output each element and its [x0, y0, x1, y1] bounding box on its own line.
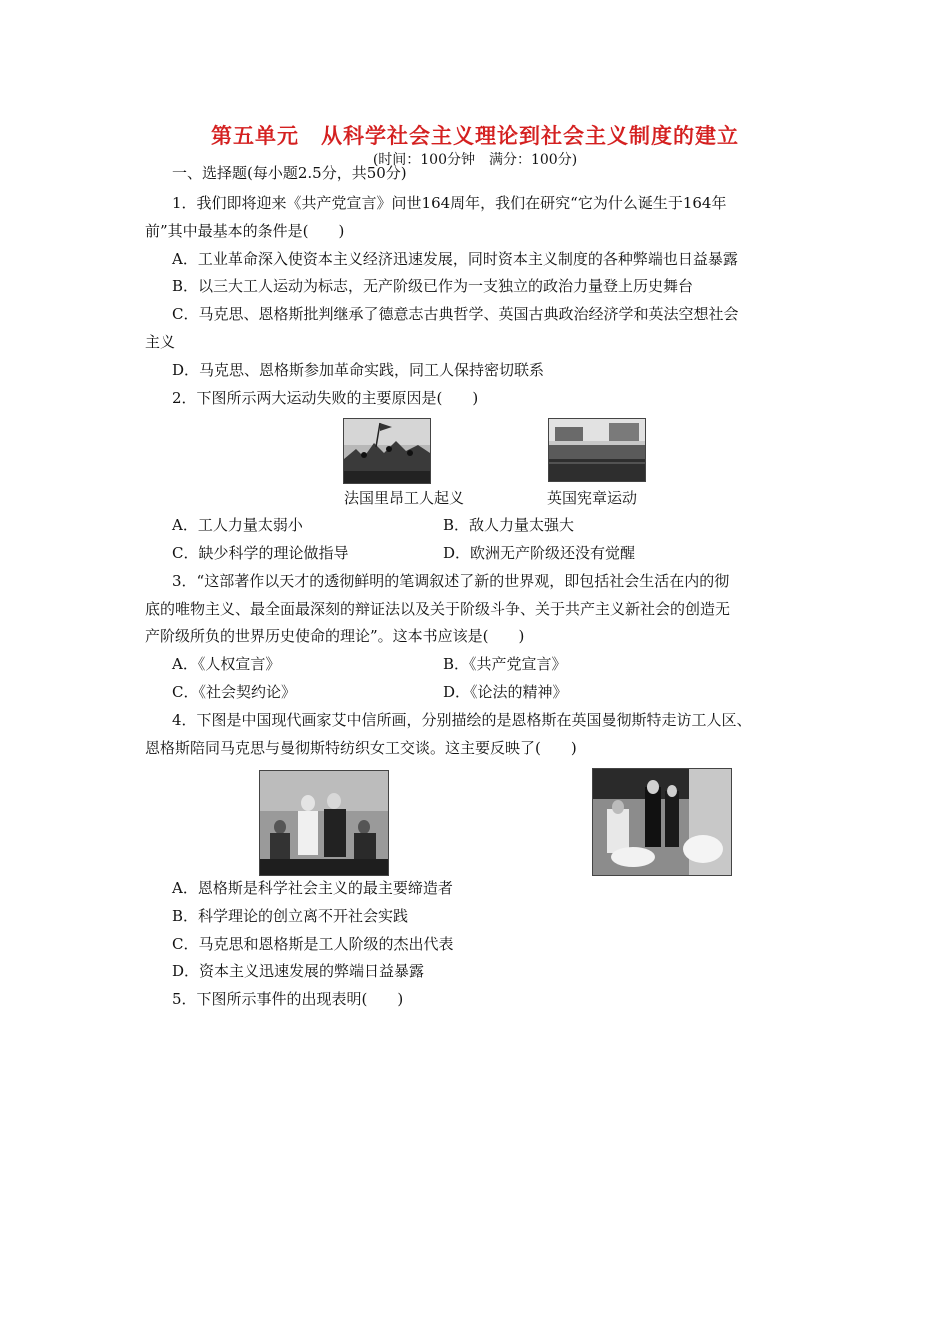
- q1-option-b: B．以三大工人运动为标志，无产阶级已作为一支独立的政治力量登上历史舞台: [172, 277, 694, 295]
- q4-option-d: D．资本主义迅速发展的弊端日益暴露: [172, 962, 425, 980]
- q1-option-a: A．工业革命深入使资本主义经济迅速发展，同时资本主义制度的各种弊端也日益暴露: [172, 250, 738, 268]
- section-heading: 一、选择题(每小题2.5分，共50分): [172, 164, 407, 182]
- q5-stem: 5．下图所示事件的出现表明( ): [172, 990, 404, 1008]
- q2-option-d: D．欧洲无产阶级还没有觉醒: [443, 544, 636, 562]
- q4-option-c: C．马克思和恩格斯是工人阶级的杰出代表: [172, 935, 454, 953]
- q3-option-d: D．《论法的精神》: [443, 683, 568, 701]
- q3-stem-line3: 产阶级所负的世界历史使命的理论”。这本书应该是( ): [145, 627, 525, 645]
- exam-info: (时间：100分钟 满分：100分): [372, 152, 578, 168]
- q2-option-b: B．敌人力量太强大: [443, 516, 575, 534]
- q3-option-a: A．《人权宣言》: [172, 655, 281, 673]
- q4-stem-line1: 4．下图是中国现代画家艾中信所画，分别描绘的是恩格斯在英国曼彻斯特走访工人区、: [172, 711, 752, 729]
- q2-option-a: A．工人力量太弱小: [172, 516, 303, 534]
- q2-option-c: C．缺少科学的理论做指导: [172, 544, 349, 562]
- caption-lyon: 法国里昂工人起义: [344, 489, 465, 507]
- q4-option-a: A．恩格斯是科学社会主义的最主要缔造者: [172, 879, 453, 897]
- q3-option-b: B．《共产党宣言》: [443, 655, 567, 673]
- chartist-movement-image: [548, 418, 646, 482]
- q3-stem-line1: 3．“这部著作以天才的透彻鲜明的笔调叙述了新的世界观，即包括社会生活在内的彻: [172, 572, 730, 590]
- caption-chartist: 英国宪章运动: [547, 489, 638, 507]
- q2-stem: 2．下图所示两大运动失败的主要原因是( ): [172, 389, 479, 407]
- q3-option-c: C．《社会契约论》: [172, 683, 296, 701]
- marx-engels-mill-workers-painting: [592, 768, 732, 876]
- q3-stem-line2: 底的唯物主义、最全面最深刻的辩证法以及关于阶级斗争、关于共产主义新社会的创造无: [145, 600, 731, 618]
- q1-option-c-line2: 主义: [145, 333, 176, 351]
- unit-title: 第五单元 从科学社会主义理论到社会主义制度的建立: [211, 124, 739, 148]
- q4-stem-line2: 恩格斯陪同马克思与曼彻斯特纺织女工交谈。这主要反映了( ): [145, 739, 577, 757]
- q1-option-c-line1: C．马克思、恩格斯批判继承了德意志古典哲学、英国古典政治经济学和英法空想社会: [172, 305, 739, 323]
- q1-option-d: D．马克思、恩格斯参加革命实践，同工人保持密切联系: [172, 361, 545, 379]
- lyon-uprising-image: [343, 418, 431, 484]
- q4-option-b: B．科学理论的创立离不开社会实践: [172, 907, 409, 925]
- q1-stem-line2: 前”其中最基本的条件是( ): [145, 222, 345, 240]
- engels-workers-painting: [259, 770, 389, 876]
- q1-stem-line1: 1．我们即将迎来《共产党宣言》问世164周年，我们在研究“它为什么诞生于164年: [172, 194, 727, 212]
